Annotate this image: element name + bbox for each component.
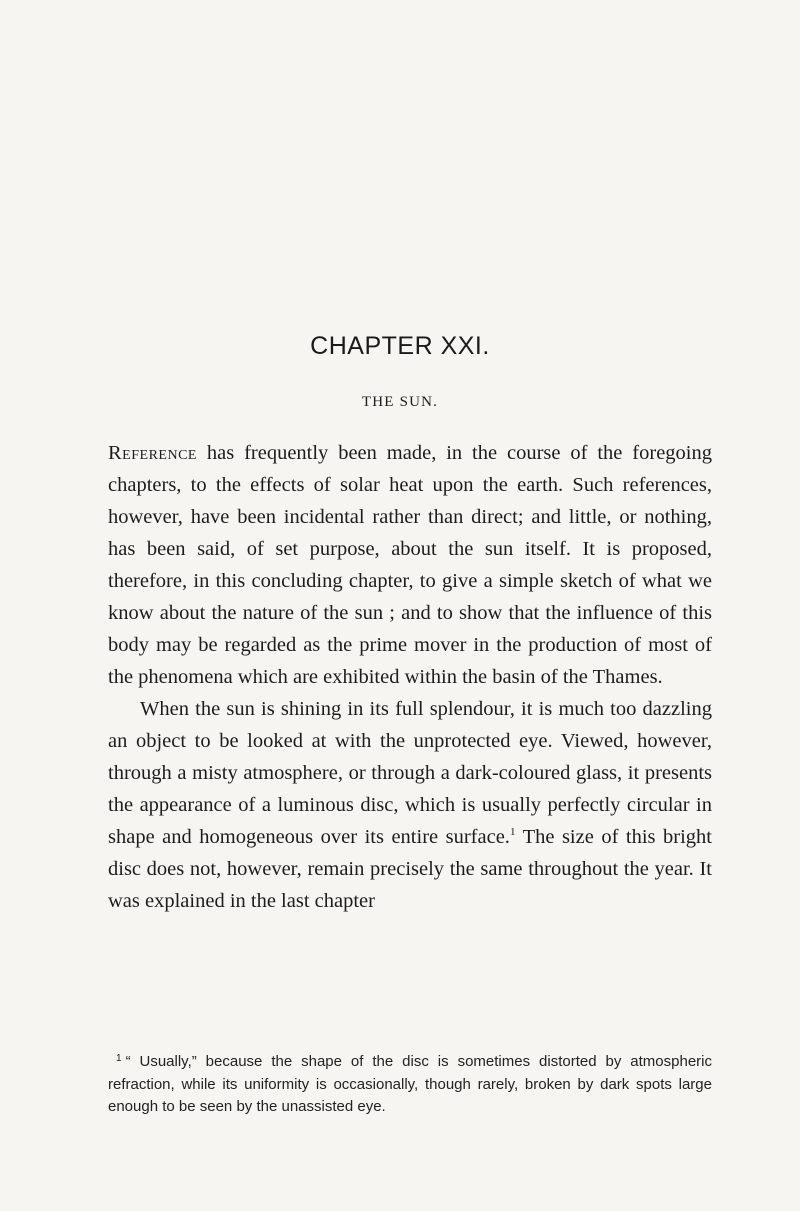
footnote-mark: 1 — [116, 1053, 122, 1064]
paragraph-1 — [108, 437, 712, 693]
paragraph-2-text-after-note: The size of this bright disc does not, however, remain precisely the same throughout the year. It was explained in the last chapter — [108, 826, 712, 912]
paragraph-2 — [108, 693, 712, 917]
body-text — [108, 437, 712, 917]
paragraph-1-text: has frequently been made, in the course of the foregoing chapters, to the effects of solar heat upon the earth. Such references, however, have been incidental rather than direct; and little, or nothing, has been said, of set purpose, about the sun itself. It is proposed, therefore, in this concluding chapter, to give a simple sketch of what we know about the nature of the sun ; and to show that the influence of this body may be regarded as the prime mover in the production of most of the phenomena which are exhibited within the basin of the Thames. — [108, 442, 712, 688]
footnote-reference: 1 — [509, 826, 516, 838]
paragraph-2-text-before-note: When the sun is shining in its full splendour, it is much too dazzling an object to be looked at with the unprotected eye. Viewed, however, through a misty atmosphere, or through a dark-coloured glass, it presents the appearance of a luminous disc, which is usually perfectly circular in shape and homogeneous over its entire surface. — [108, 698, 712, 848]
paragraph-lead-word: Reference — [108, 442, 197, 464]
footnote-text: “ Usually,” because the shape of the disc is sometimes distorted by atmospheric refraction, while its uniformity is occasionally, though rarely, broken by dark spots large enough to be seen by the unassisted eye. — [108, 1053, 712, 1115]
footnote — [108, 1048, 712, 1119]
chapter-title: CHAPTER XXI. — [310, 332, 490, 360]
chapter-subtitle: THE SUN. — [361, 394, 439, 410]
